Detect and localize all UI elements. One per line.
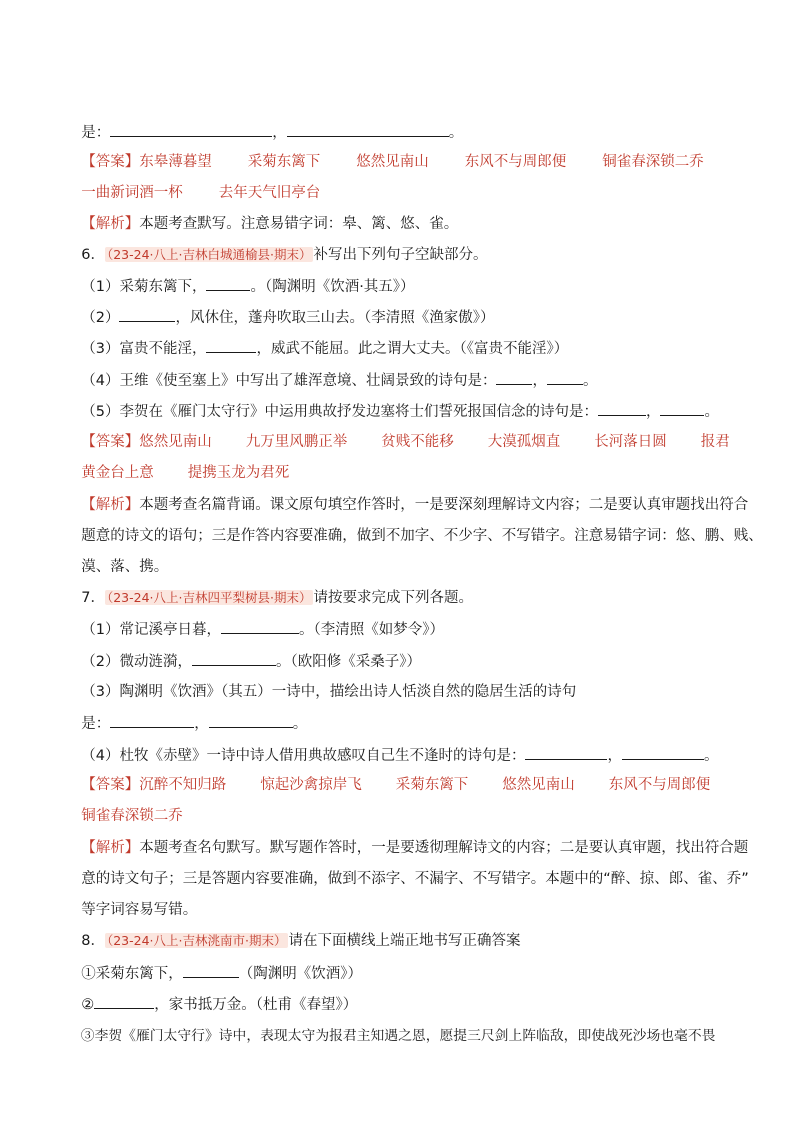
analysis-row-cont — [72, 506, 763, 546]
answer-item: 东风不与周郎便 — [464, 154, 567, 170]
text: （5）李贺在《雁门太守行》中运用典故抒发边塞将士们誓死报国信念的诗句是： — [81, 404, 598, 420]
analysis-label: 【解析】 — [81, 497, 140, 513]
text: （4）杜牧《赤壁》一诗中诗人借用典故感叹自己生不逢时的诗句是： — [81, 748, 526, 764]
answer-item: 悠然见南山 — [139, 434, 212, 450]
text: （2）微动涟漪， — [81, 654, 192, 670]
answer-item: 去年天气旧亭台 — [218, 185, 321, 201]
answer-item: 贫贱不能移 — [381, 434, 454, 450]
text: 。（陶渊明《饮酒·其五》） — [250, 279, 415, 295]
text: （2） — [81, 310, 120, 326]
text: 是： — [81, 125, 111, 141]
text: 。 — [704, 404, 719, 420]
text: 。（欧阳修《采桑子》） — [275, 654, 421, 670]
answer-item: 沉醉不知归路 — [139, 777, 227, 793]
question-number: 6． — [81, 247, 105, 263]
text: （4）王维《使至塞上》中写出了雄浑意境、壮阔景致的诗句是： — [81, 373, 497, 389]
answer-item: 惊起沙禽掠岸飞 — [260, 777, 362, 793]
analysis-text: 本题考查名篇背诵。课文原句填空作答时，一是要深刻理解诗文内容；二是要认真审题找出符合 — [139, 497, 749, 513]
text: ， — [607, 748, 622, 764]
answer-item: 一曲新词酒一杯 — [81, 185, 183, 201]
analysis-text: 漠、落、携。 — [81, 559, 169, 575]
question-number: 7． — [81, 590, 105, 606]
analysis-text: 意的诗文句子；三是答题内容要准确，做到不添字、不漏字、不写错字。本题中的“醉、掠、郎、雀、乔” — [81, 871, 749, 887]
answer-item: 悠然见南山 — [356, 154, 429, 170]
question-8-item-3 — [72, 1006, 715, 1046]
answer-item: 东皋薄暮望 — [139, 154, 212, 170]
answer-item: 提携玉龙为君死 — [187, 465, 290, 481]
text: ② — [81, 997, 95, 1013]
text: ③李贺《雁门太守行》诗中，表现太守为报君主知遇之恩，愿提三尺剑上阵临敌，即使战死沙场也毫不畏 — [80, 1028, 716, 1044]
text: 。（李清照《如梦令》） — [298, 622, 444, 638]
text: 。 — [448, 125, 464, 141]
text: 。 — [292, 716, 308, 732]
text: （1）常记溪亭日暮， — [81, 622, 221, 638]
question-number: 8． — [81, 933, 105, 949]
analysis-text: 本题考查默写。注意易错字词：皋、篱、悠、雀。 — [139, 216, 459, 232]
question-source-tag: （23-24·八上·吉林白城通榆县·期末） — [106, 247, 312, 262]
text: ①采菊东篱下， — [81, 966, 183, 982]
question-source-tag: （23-24·八上·吉林洮南市·期末） — [106, 933, 287, 948]
text: （3）陶渊明《饮酒》（其五）一诗中，描绘出诗人恬淡自然的隐居生活的诗句 — [81, 684, 577, 700]
text: 。 — [703, 748, 719, 764]
answer-item: 大漠孤烟直 — [487, 434, 561, 450]
answer-item: 采菊东篱下 — [247, 154, 321, 170]
text: ， — [272, 125, 287, 141]
text: （陶渊明《饮酒》） — [238, 966, 362, 982]
answer-item: 黄金台上意 — [81, 465, 154, 481]
text: ， — [532, 373, 547, 389]
answer-item: 铜雀春深锁二乔 — [602, 154, 704, 170]
analysis-label: 【解析】 — [81, 216, 140, 232]
answer-item: 长河落日圆 — [594, 434, 667, 450]
text: ， — [194, 716, 209, 732]
question-source-tag: （23-24·八上·吉林四平梨树县·期末） — [106, 590, 312, 605]
analysis-text: 本题考查名句默写。默写题作答时，一是要透彻理解诗文的内容；二是要认真审题，找出符合题 — [139, 840, 749, 856]
answer-item: 铜雀春深锁二乔 — [81, 808, 183, 824]
question-prompt: 补写出下列句子空缺部分。 — [313, 247, 488, 263]
text: 是： — [81, 716, 111, 732]
text: ，家书抵万金。（杜甫《春望》） — [154, 997, 358, 1013]
text: ，风休住，蓬舟吹取三山去。（李清照《渔家傲》） — [175, 310, 495, 326]
question-prompt: 请在下面横线上端正地书写正确答案 — [288, 933, 521, 949]
answer-item: 九万里风鹏正举 — [245, 434, 348, 450]
text: ， — [645, 404, 661, 420]
analysis-label: 【解析】 — [81, 840, 140, 856]
text: （3）富贵不能淫， — [81, 341, 207, 357]
text: 。 — [582, 373, 598, 389]
answer-item: 报君 — [700, 434, 730, 450]
answer-item: 采菊东篱下 — [395, 777, 469, 793]
answer-label: 【答案】 — [81, 434, 140, 450]
text: ，威武不能屈。此之谓大丈夫。（《富贵不能淫》） — [256, 341, 569, 357]
analysis-text: 题意的诗文的语句；三是作答内容要准确，做到不加字、不少字、不写错字。注意易错字词：悠、鹏、贱、 — [81, 528, 763, 544]
answer-label: 【答案】 — [81, 777, 140, 793]
answer-label: 【答案】 — [81, 154, 140, 170]
text: （1）采菊东篱下， — [81, 279, 207, 295]
analysis-text: 等字词容易写错。 — [81, 902, 198, 918]
answer-item: 东风不与周郎便 — [608, 777, 711, 793]
question-prompt: 请按要求完成下列各题。 — [313, 590, 473, 606]
answer-item: 悠然见南山 — [502, 777, 575, 793]
